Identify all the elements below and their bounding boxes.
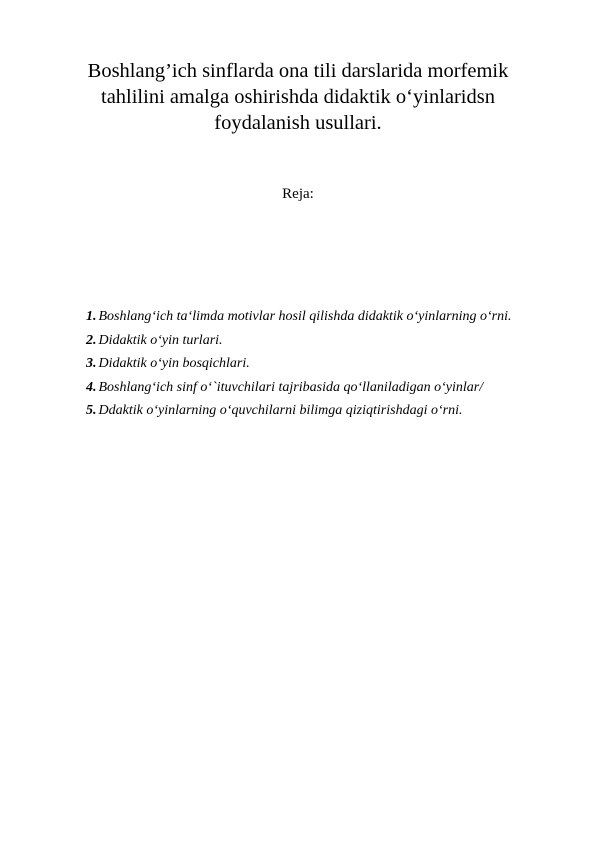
document-title: Boshlang’ich sinflarda ona tili darslarida morfemik tahlilini amalga oshirishda didaktik o‘yinlaridsn foydalanish usullari. bbox=[87, 60, 509, 134]
plan-item-3 bbox=[86, 352, 538, 376]
plan-list bbox=[86, 305, 538, 423]
plan-item-text: Didaktik o‘yin turlari. bbox=[98, 332, 223, 348]
plan-item-number: 1. bbox=[86, 309, 97, 324]
plan-heading: Reja: bbox=[282, 186, 314, 202]
plan-item-text: Didaktik o‘yin bosqichlari. bbox=[98, 356, 250, 371]
plan-item-text: Boshlang‘ich ta‘limda motivlar hosil qilishda didaktik o‘yinlarning o‘rni. bbox=[98, 309, 512, 324]
plan-item-1 bbox=[86, 305, 538, 329]
plan-item-number: 3. bbox=[86, 356, 97, 371]
plan-item-2 bbox=[86, 329, 538, 353]
plan-item-text: Ddaktik o‘yinlarning o‘quvchilarni bilimga qiziqtirishdagi o‘rni. bbox=[98, 403, 463, 418]
plan-item-number: 4. bbox=[86, 379, 97, 395]
plan-item-5 bbox=[86, 399, 538, 423]
plan-item-text: Boshlang‘ich sinf o‘`ituvchilari tajribasida qo‘llaniladigan o‘yinlar/ bbox=[98, 379, 484, 395]
plan-item-4 bbox=[86, 376, 538, 400]
plan-item-number: 2. bbox=[86, 332, 97, 348]
plan-item-number: 5. bbox=[86, 403, 97, 418]
